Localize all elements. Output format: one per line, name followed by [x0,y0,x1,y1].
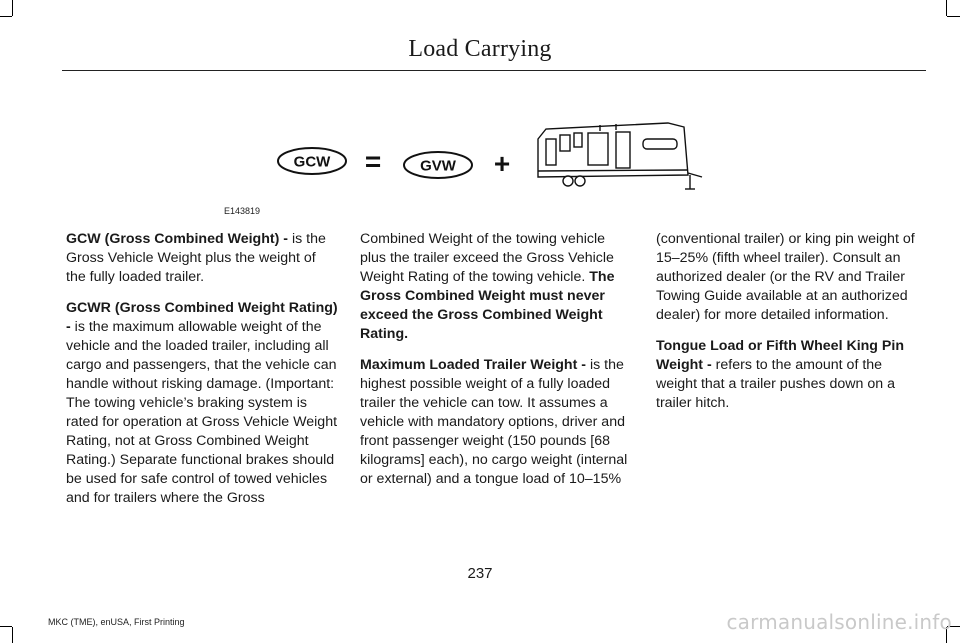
warning-gcw: The Gross Combined Weight must never exceed the Gross Combined Weight Rating. [360,269,615,342]
column-2 [360,230,632,501]
text-gcw-continued: Combined Weight of the towing vehicle plus the trailer exceed the Gross Vehicle Weight Rating of the towing vehicle. [360,231,614,285]
text-gcw: is the Gross Vehicle Weight plus the weight of the fully loaded trailer. [66,231,326,285]
gcw-diagram [270,115,710,195]
text-gcwr: is the maximum allowable weight of the vehicle and the loaded trailer, including all cargo and passengers, that the vehicle can handle without risking damage. (Important: The towing vehicle’s braking system is rated for operation at Gross Vehicle Weight Rating, not at Gross Combined Weight Rating.) Separate functional brakes should be used for safe control of towed vehicles and for trailers where the Gross [66,319,338,506]
crop-mark [12,0,13,16]
page-number: 237 [467,565,493,582]
gcw-label: GCW [293,153,331,171]
crop-mark [947,16,960,17]
term-max-trailer-weight: Maximum Loaded Trailer Weight - [360,357,586,373]
gvw-label: GVW [420,157,456,175]
column-3 [656,230,926,425]
watermark: carmanualsonline.info [726,610,952,634]
paragraph-gcwr [66,299,338,508]
text-max-trailer-weight: is the highest possible weight of a fully loaded trailer the vehicle can tow. It assumes a vehicle with mandatory options, driver and front passenger weight (150 pounds [68 kilograms] each), no cargo weight (internal or external) and a tongue load of 10–15% [360,357,628,487]
plus-sign: + [493,148,511,179]
term-gcw: GCW (Gross Combined Weight) - [66,231,288,247]
page-title: Load Carrying [408,36,552,62]
text-trailer-continued: (conventional trailer) or king pin weight of 15–25% (fifth wheel trailer). Consult an authorized dealer (or the RV and Trailer Towing Guide available at an authorized dealer) for more detailed information. [656,231,915,323]
equals-sign: = [364,146,382,177]
term-gcwr: GCWR (Gross Combined Weight Rating) - [66,300,338,335]
term-tongue-load: Tongue Load or Fifth Wheel King Pin Weight - [656,338,904,373]
paragraph-gcw-continued [360,230,632,344]
gcw-oval [278,148,346,174]
paragraph-tongue-load [656,337,926,413]
gvw-oval [404,152,472,178]
paragraph-max-trailer-weight [360,356,632,489]
column-1 [66,230,338,520]
trailer-icon [538,123,702,189]
header-rule [62,70,926,71]
paragraph-trailer-continued [656,230,926,325]
crop-mark [946,0,947,16]
text-tongue-load: refers to the amount of the weight that a trailer pushes down on a trailer hitch. [656,357,895,411]
crop-mark [0,626,12,627]
figure-id: E143819 [224,206,261,216]
paragraph-gcw [66,230,338,287]
footer-text: MKC (TME), enUSA, First Printing [48,617,185,627]
crop-mark [12,627,13,643]
crop-mark [0,16,12,17]
